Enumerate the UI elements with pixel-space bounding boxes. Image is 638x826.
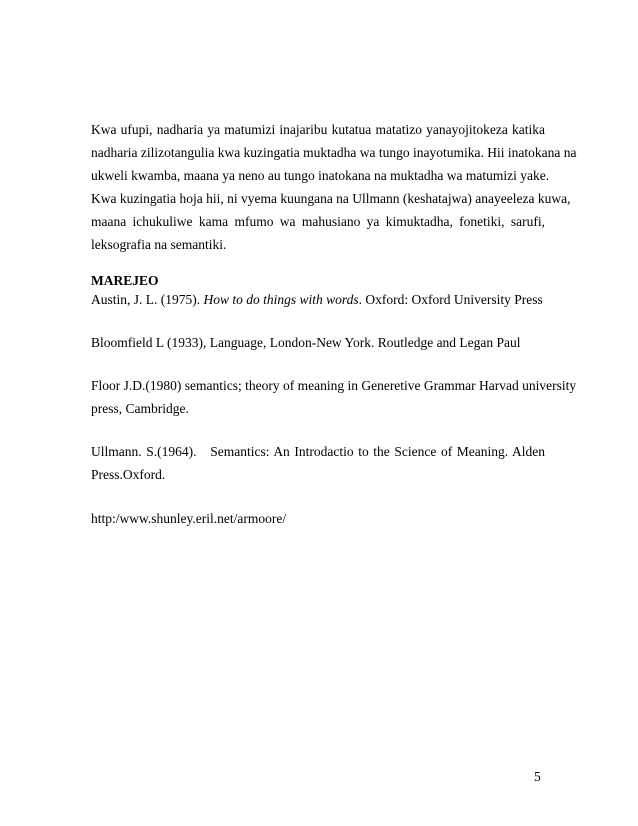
paragraph-line: Kwa kuzingatia hoja hii, ni vyema kuungana na Ullmann (keshatajwa) anayeeleza kuwa, [91,191,571,206]
paragraph-line: nadharia zilizotangulia kwa kuzingatia muktadha wa tungo inayotumika. Hii inatokana na [91,145,577,160]
reference-ullmann [91,440,545,486]
references-heading: MAREJEO [91,273,159,288]
reference-url-text: http:/www.shunley.eril.net/armoore/ [91,511,287,526]
reference-austin-title: How to do things with words [203,292,359,307]
paragraph-line: leksografia na semantiki. [91,237,227,252]
page-number: 5 [534,769,541,784]
reference-floor-line2: press, Cambridge. [91,401,189,416]
reference-ullmann-line2: Press.Oxford. [91,467,166,482]
reference-bloomfield-text: Bloomfield L (1933), Language, London-New York. Routledge and Legan Paul [91,335,521,350]
paragraph-line: Kwa ufupi, nadharia ya matumizi inajaribu kutatua matatizo yanayojitokeza katika [91,122,545,137]
reference-ullmann-line1: Ullmann. S.(1964). Semantics: An Introdactio to the Science of Meaning. Alden [91,444,545,459]
reference-floor [91,374,577,420]
reference-austin-suffix: . Oxford: Oxford University Press [358,292,543,307]
reference-url [91,507,545,530]
paragraph-line: maana ichukuliwe kama mfumo wa mahusiano ya kimuktadha, fonetiki, sarufi, [91,214,545,229]
reference-austin-prefix: Austin, J. L. (1975). [91,292,204,307]
body-paragraph [91,118,577,256]
reference-floor-line1: Floor J.D.(1980) semantics; theory of meaning in Generetive Grammar Harvad university [91,378,577,393]
paragraph-line: ukweli kwamba, maana ya neno au tungo inatokana na muktadha wa matumizi yake. [91,168,550,183]
reference-bloomfield [91,331,545,354]
reference-austin [91,288,545,311]
